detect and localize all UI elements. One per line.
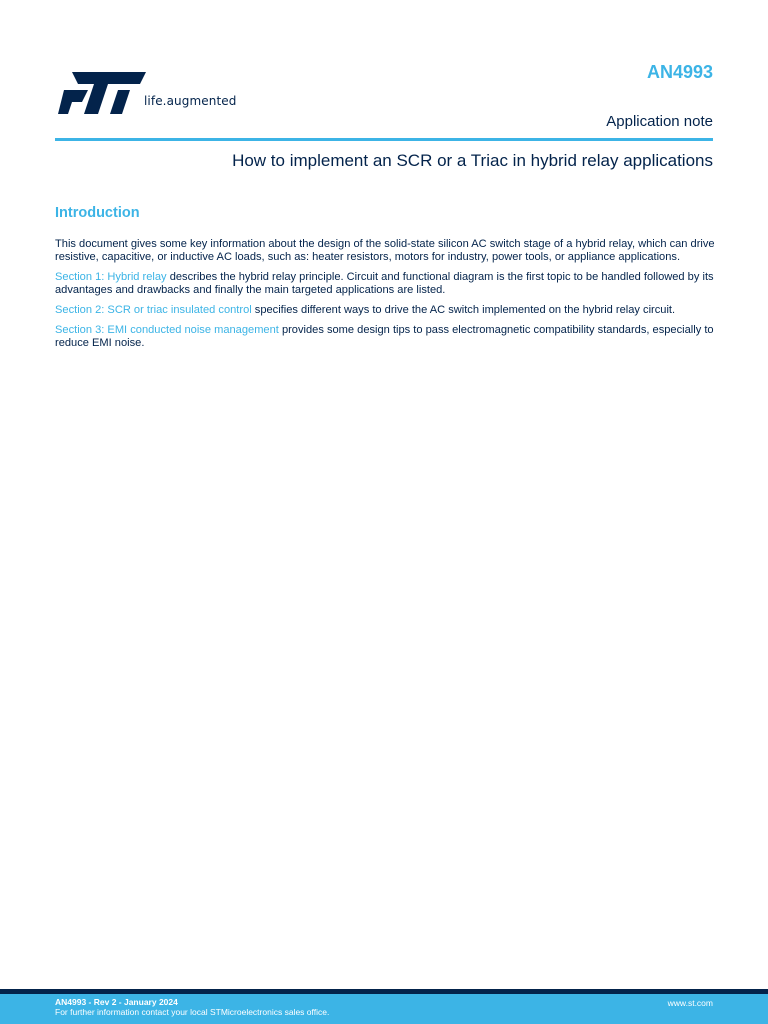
section-1-description: describes the hybrid relay principle. Circuit and functional diagram is the first topic to be handled followed by its advantages and drawbacks and finally the main targeted applications are listed. — [55, 271, 714, 296]
intro-paragraph-section-1 — [55, 271, 715, 297]
section-1-link[interactable]: Section 1: Hybrid relay — [55, 271, 167, 283]
logo-tagline: life.augmented — [144, 94, 237, 108]
st-logo-icon — [58, 70, 148, 116]
page-footer — [0, 994, 768, 1024]
section-2-description: specifies different ways to drive the AC switch implemented on the hybrid relay circuit. — [251, 304, 676, 316]
document-title: How to implement an SCR or a Triac in hybrid relay applications — [232, 151, 713, 170]
intro-paragraph-section-3 — [55, 324, 715, 350]
section-3-description: provides some design tips to pass electromagnetic compatibility standards, especially to reduce EMI noise. — [55, 324, 714, 349]
intro-paragraph-section-2 — [55, 304, 715, 317]
introduction-body — [55, 238, 715, 357]
footer-revision: AN4993 - Rev 2 - January 2024 — [55, 997, 178, 1007]
header-divider — [55, 138, 713, 141]
section-2-link[interactable]: Section 2: SCR or triac insulated control — [55, 304, 252, 316]
document-number: AN4993 — [646, 62, 713, 82]
footer-info — [55, 997, 329, 1017]
intro-paragraph: This document gives some key information about the design of the solid-state silicon AC switch stage of a hybrid relay, which can drive resistive, capacitive, or inductive AC loads, such as: heater resistors, motors for industry, power tools, or appliance applications. — [55, 238, 715, 263]
footer-website-link[interactable]: www.st.com — [667, 998, 713, 1008]
document-type: Application note — [606, 113, 713, 130]
introduction-heading: Introduction — [55, 205, 140, 221]
section-3-link[interactable]: Section 3: EMI conducted noise management — [55, 324, 279, 336]
footer-contact: For further information contact your local STMicroelectronics sales office. — [55, 1007, 330, 1017]
